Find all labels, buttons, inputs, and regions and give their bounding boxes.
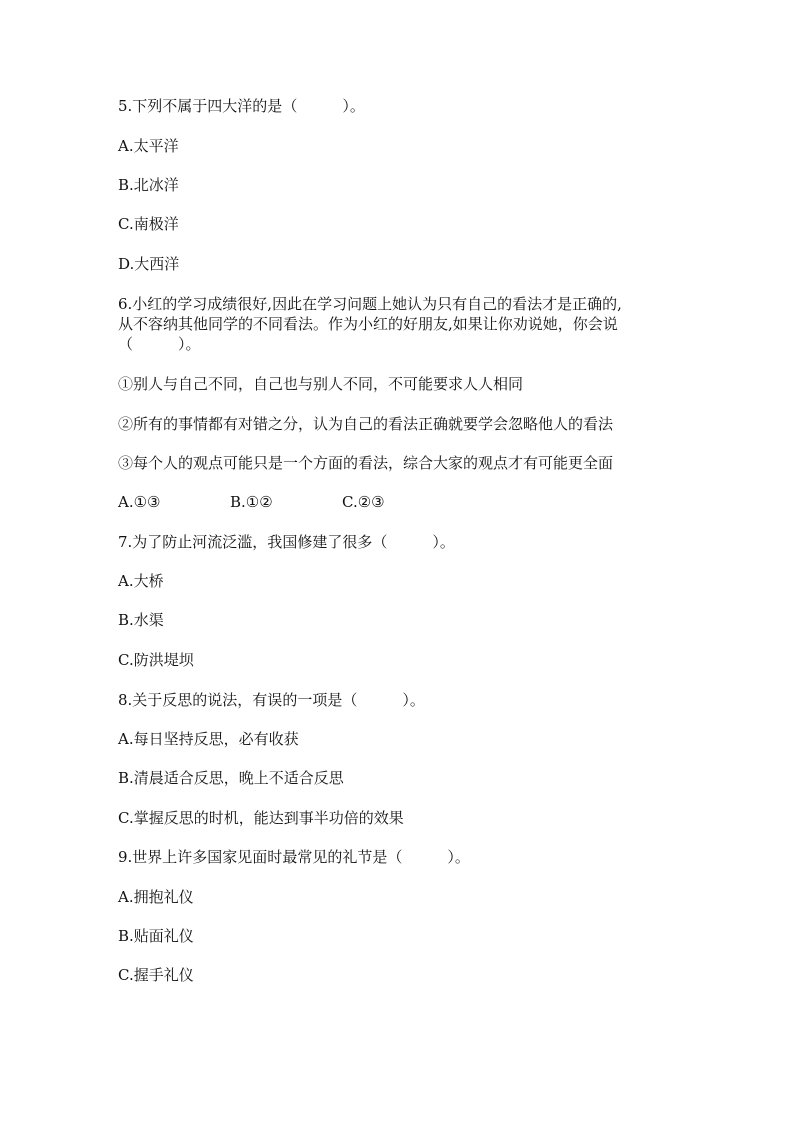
question-5-option-c: C.南极洋 <box>118 215 179 233</box>
question-8-option-a: A.每日坚持反思，必有收获 <box>118 730 299 748</box>
question-7-option-a: A.大桥 <box>118 572 164 590</box>
question-8-option-b: B.清晨适合反思，晚上不适合反思 <box>118 769 344 787</box>
question-6-stem-line-1: 6.小红的学习成绩很好,因此在学习问题上她认为只有自己的看法才是正确的, <box>118 295 622 313</box>
question-6-option-b: B.①② <box>230 493 273 511</box>
question-8-stem: 8.关于反思的说法，有误的一项是（ ）。 <box>118 691 425 709</box>
question-9-option-c: C.握手礼仪 <box>118 966 194 984</box>
question-5-option-a: A.太平洋 <box>118 137 179 155</box>
question-5-option-b: B.北冰洋 <box>118 176 179 194</box>
question-6-statement-3: ③每个人的观点可能只是一个方面的看法，综合大家的观点才有可能更全面 <box>118 454 614 472</box>
question-6-option-a: A.①③ <box>118 493 161 511</box>
question-6-option-c: C.②③ <box>342 493 385 511</box>
question-9-option-b: B.贴面礼仪 <box>118 927 194 945</box>
question-8-option-c: C.掌握反思的时机，能达到事半功倍的效果 <box>118 809 404 827</box>
question-6-stem-line-2: 从不容纳其他同学的不同看法。作为小红的好朋友,如果让你劝说她，你会说 <box>118 315 618 333</box>
question-6-stem-line-3: （ ）。 <box>118 335 201 353</box>
question-7-option-c: C.防洪堤坝 <box>118 651 194 669</box>
question-7-stem: 7.为了防止河流泛滥，我国修建了很多（ ）。 <box>118 533 455 551</box>
question-6-statement-2: ②所有的事情都有对错之分，认为自己的看法正确就要学会忽略他人的看法 <box>118 415 614 433</box>
question-9-stem: 9.世界上许多国家见面时最常见的礼节是（ ）。 <box>118 848 470 866</box>
question-5-stem: 5.下列不属于四大洋的是（ ）。 <box>118 97 365 115</box>
question-7-option-b: B.水渠 <box>118 611 164 629</box>
question-6-statement-1: ①别人与自己不同，自己也与别人不同，不可能要求人人相同 <box>118 375 524 393</box>
question-9-option-a: A.拥抱礼仪 <box>118 888 194 906</box>
question-5-option-d: D.大西洋 <box>118 255 180 273</box>
